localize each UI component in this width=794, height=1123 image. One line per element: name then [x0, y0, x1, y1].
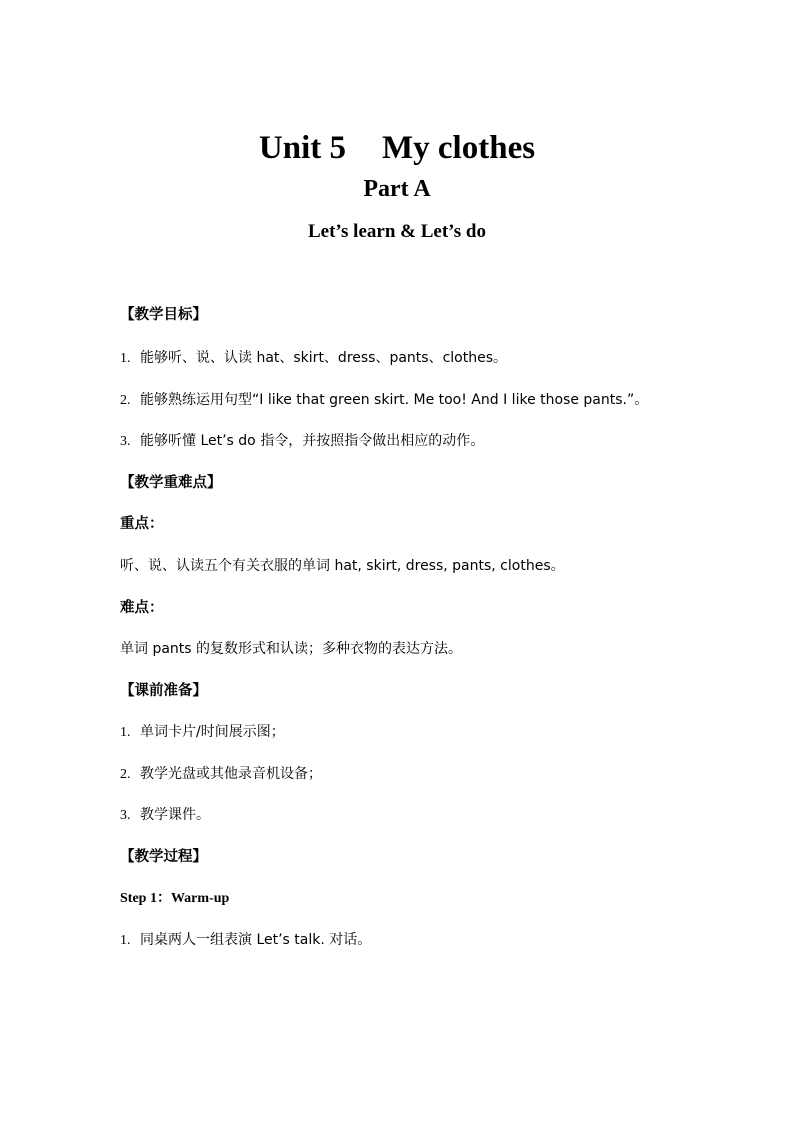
preparation-item-3: [120, 805, 210, 826]
title-unit: Unit 5: [258, 130, 347, 166]
preparation-item-text: 教学光盘或其他录音机设备；: [140, 766, 322, 782]
objective-item-text: 能够熟练运用句型“I like that green skirt. Me too! And I like those pants.”。: [140, 392, 649, 408]
objective-item-3: [120, 431, 484, 452]
objective-item-number: 2.: [120, 393, 131, 408]
step1-label: Step 1：Warm-up: [120, 891, 230, 906]
objective-item-1: [120, 348, 507, 369]
objective-item-number: 1.: [120, 351, 131, 366]
title-topic: My clothes: [382, 130, 536, 166]
step1-item-1: [120, 930, 371, 951]
objective-item-text: 能够听懂 Let’s do 指令，并按照指令做出相应的动作。: [140, 433, 485, 449]
objective-item-2: [120, 390, 648, 411]
difficulty-label: 难点：: [120, 600, 164, 616]
document-title: [0, 126, 794, 170]
objectives-heading: 【教学目标】: [120, 307, 207, 323]
preparation-item-number: 3.: [120, 808, 131, 823]
key-points-heading: 【教学重难点】: [120, 475, 222, 491]
preparation-item-number: 1.: [120, 725, 131, 740]
preparation-item-text: 教学课件。: [140, 807, 210, 823]
step1-item-number: 1.: [120, 933, 131, 948]
preparation-item-2: [120, 764, 322, 785]
preparation-heading: 【课前准备】: [120, 683, 207, 699]
focus-text: 听、说、认读五个有关衣服的单词 hat, skirt, dress, pants, clothes。: [120, 558, 565, 574]
preparation-item-number: 2.: [120, 767, 131, 782]
process-heading: 【教学过程】: [120, 849, 207, 865]
objective-item-number: 3.: [120, 434, 131, 449]
preparation-item-1: [120, 722, 285, 743]
focus-label: 重点：: [120, 516, 164, 532]
step1-item-text: 同桌两人一组表演 Let’s talk. 对话。: [140, 932, 372, 948]
difficulty-text: 单词 pants 的复数形式和认读；多种衣物的表达方法。: [120, 641, 463, 657]
document-part: Part A: [363, 176, 431, 202]
document-subtitle: Let’s learn & Let’s do: [307, 221, 486, 242]
objective-item-text: 能够听、说、认读 hat、skirt、dress、pants、clothes。: [140, 350, 508, 366]
preparation-item-text: 单词卡片/时间展示图；: [140, 724, 285, 740]
